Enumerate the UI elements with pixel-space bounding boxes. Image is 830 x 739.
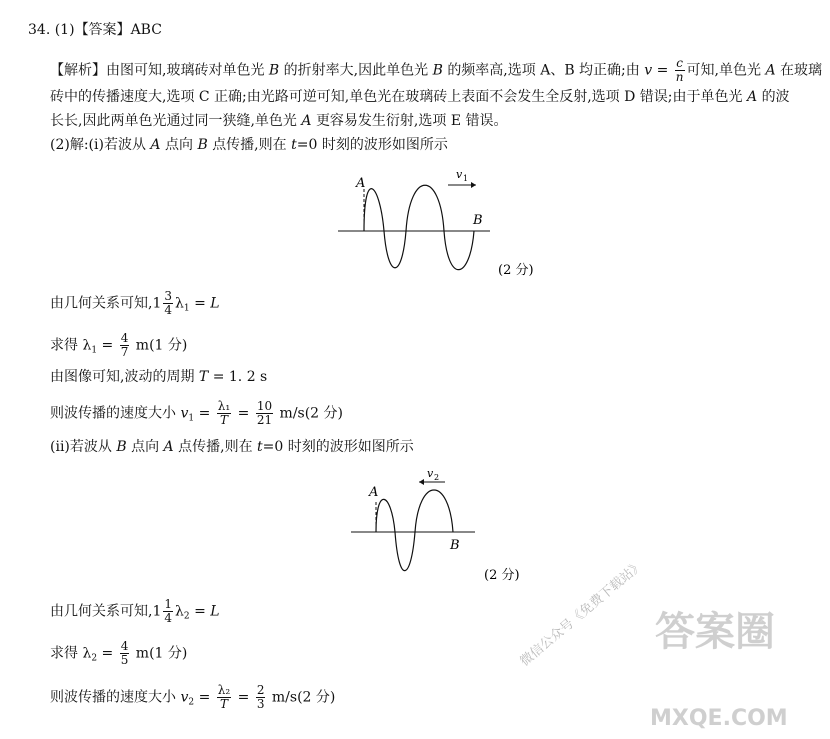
- wave-figure-2: [345, 466, 545, 586]
- equation-lambda-1: 求得 $\lambda_1$ = $\frac{4}{7}$ m(1 分): [50, 331, 188, 359]
- part2-ii-intro: (ii)若波从 B 点向 A 点传播,则在 t=0 时刻的波形如图所示: [50, 439, 414, 455]
- fraction-4-7: $\frac{4}{7}$: [120, 331, 129, 359]
- equation-period: 由图像可知,波动的周期 T = 1. 2 s: [50, 369, 268, 385]
- fraction-c-over-n: $\frac{c}{n}$: [675, 56, 684, 84]
- label-B: B: [450, 538, 460, 553]
- wave-figure-1: [330, 165, 570, 285]
- equation-geometry-2: 由几何关系可知,1 $\frac{1}{4}$ $\lambda_2 = L$: [50, 597, 220, 625]
- wave-curve: [376, 490, 453, 571]
- analysis-line-2: 砖中的传播速度大,选项 C 正确;由光路可逆可知,单色光在玻璃砖上表面不会发生全反射,选项 D 错误;由于单色光 A 的波: [50, 89, 790, 105]
- watermark-text: 微信公众号《免费下载站》: [517, 557, 647, 670]
- fraction-4-5: $\frac{4}{5}$: [120, 639, 129, 667]
- wave-curve: [364, 185, 474, 269]
- part-label: (1): [54, 22, 75, 38]
- fraction-2-3: $\frac{2}{3}$: [256, 683, 265, 711]
- answer-label: 【答案】: [74, 22, 131, 38]
- label-v: v: [456, 168, 463, 181]
- fraction-lambda2-over-T: $\frac{\text{λ₂}}{T}$: [217, 683, 231, 711]
- equation-speed-1: 则波传播的速度大小 $v_1$ = $\frac{\text{λ₁}}{T}$ = $\frac{10}{21}$ m/s(2 分): [50, 399, 344, 427]
- label-v-sub: 2: [434, 473, 440, 482]
- equation-geometry-1: 由几何关系可知,1 $\frac{3}{4}$ $\lambda_1 = L$: [50, 289, 220, 317]
- question-header: [28, 20, 162, 40]
- equation-speed-2: 则波传播的速度大小 $v_2$ = $\frac{\text{λ₂}}{T}$ = $\frac{2}{3}$ m/s(2 分): [50, 683, 336, 711]
- equation-lambda-2: 求得 $\lambda_2$ = $\frac{4}{5}$ m(1 分): [50, 639, 188, 667]
- question-number: 34.: [28, 22, 51, 38]
- analysis-line-1: 【解析】由图可知,玻璃砖对单色光 B 的折射率大,因此单色光 B 的频率高,选项 A、B 均正确;由 v = $\frac{c}{n}$ 可知,单色光 A 在玻璃: [50, 56, 823, 84]
- answer-value: ABC: [130, 22, 162, 38]
- label-v: v: [427, 467, 434, 480]
- fraction-1-4: $\frac{1}{4}$: [164, 597, 172, 625]
- score-label: (2 分): [484, 568, 520, 583]
- arrow-head-left-icon: [419, 479, 424, 485]
- fraction-10-21: $\frac{10}{21}$: [256, 399, 273, 427]
- label-A: A: [369, 485, 379, 500]
- fraction-3-4: $\frac{3}{4}$: [164, 289, 172, 317]
- score-label: (2 分): [498, 263, 534, 278]
- label-v-sub: 1: [463, 174, 469, 183]
- label-A: A: [356, 176, 366, 191]
- label-B: B: [473, 213, 483, 228]
- watermark-site: MXQE.COM: [650, 706, 788, 731]
- analysis-line-3: 长长,因此两单色光通过同一狭缝,单色光 A 更容易发生衍射,选项 E 错误。: [50, 113, 508, 129]
- part2-intro: (2)解:(i)若波从 A 点向 B 点传播,则在 t=0 时刻的波形如图所示: [50, 137, 448, 153]
- watermark-logo: 答案圈: [655, 608, 775, 655]
- fraction-lambda-over-T: $\frac{\text{λ₁}}{T}$: [217, 399, 231, 427]
- arrow-head-right-icon: [471, 182, 476, 188]
